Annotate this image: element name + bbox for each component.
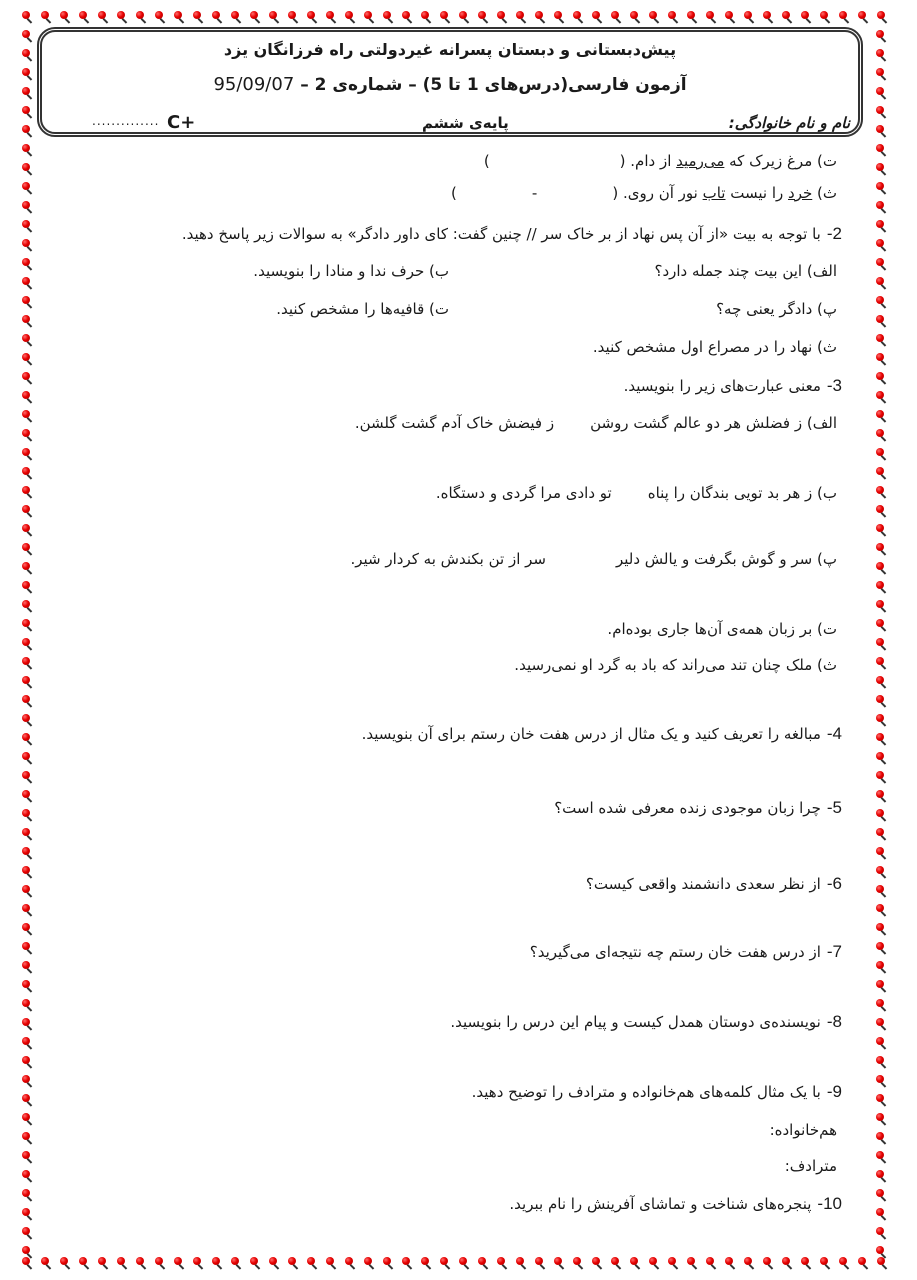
pushpin-icon bbox=[250, 11, 260, 25]
question-6 bbox=[586, 874, 842, 894]
pushpin-icon bbox=[876, 467, 886, 481]
pushpin-icon bbox=[22, 714, 32, 728]
grade-label: پایه‌ی ششم bbox=[422, 114, 509, 132]
pushpin-icon bbox=[22, 828, 32, 842]
pushpin-icon bbox=[98, 1257, 108, 1271]
pushpin-icon bbox=[174, 1257, 184, 1271]
pushpin-icon bbox=[22, 600, 32, 614]
pushpin-icon bbox=[212, 1257, 222, 1271]
pushpin-icon bbox=[22, 1170, 32, 1184]
pushpin-icon bbox=[876, 923, 886, 937]
pushpin-icon bbox=[22, 1113, 32, 1127]
q2-text: با توجه به بیت «از آن پس نهاد از بر خاک سر // چنین گفت: کای داور دادگر» به سوالات زیر پاسخ دهید. bbox=[181, 225, 821, 243]
pushpin-icon bbox=[876, 30, 886, 44]
pushpin-icon bbox=[876, 372, 886, 386]
pushpin-icon bbox=[516, 11, 526, 25]
pushpin-icon bbox=[22, 87, 32, 101]
pushpin-icon bbox=[22, 1189, 32, 1203]
pushpin-icon bbox=[22, 239, 32, 253]
q2-number: 2- bbox=[826, 224, 842, 243]
q1-te-text: ت) مرغ زیرک که bbox=[724, 152, 837, 170]
pushpin-icon bbox=[22, 277, 32, 291]
pushpin-icon bbox=[876, 1227, 886, 1241]
pushpin-icon bbox=[288, 1257, 298, 1271]
exam-title bbox=[42, 74, 858, 95]
q1-se-u1: خرد bbox=[788, 184, 813, 202]
pushpin-icon bbox=[22, 733, 32, 747]
pushpin-icon bbox=[877, 1257, 887, 1271]
pushpin-icon bbox=[876, 1037, 886, 1051]
pushpin-icon bbox=[876, 1113, 886, 1127]
pushpin-icon bbox=[22, 1132, 32, 1146]
pushpin-icon bbox=[22, 467, 32, 481]
pushpin-icon bbox=[22, 296, 32, 310]
pushpin-icon bbox=[326, 11, 336, 25]
q9-synonym-label: مترادف: bbox=[784, 1157, 837, 1175]
pushpin-icon bbox=[22, 1151, 32, 1165]
pushpin-icon bbox=[630, 1257, 640, 1271]
q1-se-dash: - bbox=[531, 184, 538, 202]
pushpin-icon bbox=[22, 49, 32, 63]
pushpin-icon bbox=[876, 429, 886, 443]
pushpin-icon bbox=[22, 657, 32, 671]
pushpin-icon bbox=[876, 619, 886, 633]
pushpin-icon bbox=[22, 619, 32, 633]
pushpin-icon bbox=[22, 562, 32, 576]
q1-se-suffix: نور آن روی. ( bbox=[612, 184, 703, 202]
q3-pe bbox=[350, 550, 837, 568]
q8-number: 8- bbox=[826, 1012, 842, 1031]
q1-te-underlined: می‌رمید bbox=[676, 152, 725, 170]
pushpin-icon bbox=[22, 163, 32, 177]
q1-se-mid: را نیست bbox=[725, 184, 789, 202]
pushpin-icon bbox=[41, 1257, 51, 1271]
q9-number: 9- bbox=[826, 1082, 842, 1101]
pushpin-icon bbox=[117, 11, 127, 25]
pushpin-icon bbox=[136, 11, 146, 25]
pushpin-icon bbox=[876, 391, 886, 405]
pushpin-icon bbox=[876, 809, 886, 823]
pushpin-icon bbox=[22, 904, 32, 918]
pushpin-icon bbox=[421, 1257, 431, 1271]
pushpin-icon bbox=[60, 1257, 70, 1271]
pushpin-icon bbox=[876, 239, 886, 253]
pushpin-icon bbox=[687, 1257, 697, 1271]
pushpin-icon bbox=[402, 11, 412, 25]
pushpin-icon bbox=[22, 1246, 32, 1260]
pushpin-icon bbox=[117, 1257, 127, 1271]
pushpin-icon bbox=[876, 1189, 886, 1203]
pushpin-icon bbox=[630, 11, 640, 25]
pushpin-icon bbox=[22, 1018, 32, 1032]
q1-se-close: ) bbox=[451, 184, 457, 202]
pushpin-icon bbox=[22, 410, 32, 424]
pushpin-icon bbox=[876, 1132, 886, 1146]
pushpin-icon bbox=[876, 144, 886, 158]
pushpin-icon bbox=[516, 1257, 526, 1271]
pushpin-icon bbox=[668, 11, 678, 25]
pushpin-icon bbox=[592, 1257, 602, 1271]
pushpin-icon bbox=[41, 11, 51, 25]
pushpin-icon bbox=[782, 11, 792, 25]
pushpin-icon bbox=[763, 11, 773, 25]
pushpin-icon bbox=[858, 1257, 868, 1271]
pushpin-icon bbox=[22, 885, 32, 899]
pushpin-icon bbox=[22, 429, 32, 443]
question-10 bbox=[509, 1194, 842, 1214]
pushpin-icon bbox=[876, 258, 886, 272]
question-9 bbox=[472, 1082, 842, 1102]
q4-text: مبالغه را تعریف کنید و یک مثال از درس هفت خان رستم برای آن بنویسید. bbox=[361, 725, 821, 743]
pushpin-icon bbox=[820, 11, 830, 25]
pushpin-icon bbox=[876, 68, 886, 82]
pushpin-icon bbox=[554, 11, 564, 25]
pushpin-icon bbox=[250, 1257, 260, 1271]
pushpin-icon bbox=[782, 1257, 792, 1271]
pushpin-icon bbox=[326, 1257, 336, 1271]
pushpin-icon bbox=[876, 524, 886, 538]
pushpin-icon bbox=[876, 1170, 886, 1184]
pushpin-icon bbox=[876, 1246, 886, 1260]
pushpin-icon bbox=[136, 1257, 146, 1271]
pushpin-icon bbox=[22, 106, 32, 120]
pushpin-icon bbox=[801, 11, 811, 25]
pushpin-icon bbox=[22, 1094, 32, 1108]
pushpin-icon bbox=[22, 372, 32, 386]
pushpin-icon bbox=[876, 562, 886, 576]
pushpin-icon bbox=[22, 201, 32, 215]
pushpin-icon bbox=[269, 1257, 279, 1271]
pushpin-icon bbox=[876, 733, 886, 747]
pushpin-icon bbox=[592, 11, 602, 25]
pushpin-icon bbox=[231, 11, 241, 25]
pushpin-icon bbox=[22, 809, 32, 823]
q6-text: از نظر سعدی دانشمند واقعی کیست؟ bbox=[585, 875, 821, 893]
pushpin-icon bbox=[554, 1257, 564, 1271]
pushpin-icon bbox=[22, 923, 32, 937]
q5-number: 5- bbox=[826, 798, 842, 817]
pushpin-icon bbox=[22, 11, 32, 25]
pushpin-icon bbox=[22, 695, 32, 709]
q10-text: پنجره‌های شناخت و تماشای آفرینش را نام ببرید. bbox=[509, 1195, 812, 1213]
q3-be-hemistich-2: تو دادی مرا گردی و دستگاه. bbox=[435, 484, 612, 502]
pushpin-icon bbox=[876, 448, 886, 462]
pushpin-icon bbox=[22, 942, 32, 956]
pushpin-icon bbox=[876, 1018, 886, 1032]
pushpin-icon bbox=[459, 1257, 469, 1271]
pushpin-icon bbox=[383, 1257, 393, 1271]
pushpin-icon bbox=[725, 1257, 735, 1271]
q9-text: با یک مثال کلمه‌های هم‌خانواده و مترادف را توضیح دهید. bbox=[471, 1083, 821, 1101]
pushpin-icon bbox=[876, 296, 886, 310]
pushpin-icon bbox=[22, 771, 32, 785]
pushpin-icon bbox=[876, 695, 886, 709]
pushpin-icon bbox=[876, 1075, 886, 1089]
pushpin-icon bbox=[155, 11, 165, 25]
pushpin-icon bbox=[60, 11, 70, 25]
name-label: نام و نام خانوادگی: bbox=[728, 114, 850, 132]
pushpin-icon bbox=[155, 1257, 165, 1271]
exam-title-text: آزمون فارسی(درس‌های 1 تا 5) – شماره‌ی 2 – bbox=[300, 75, 687, 95]
pushpin-icon bbox=[364, 1257, 374, 1271]
pushpin-icon bbox=[459, 11, 469, 25]
pushpin-icon bbox=[876, 125, 886, 139]
pushpin-icon bbox=[22, 353, 32, 367]
pushpin-icon bbox=[22, 1257, 32, 1271]
q3-alef-hemistich-1: الف) ز فضلش هر دو عالم گشت روشن bbox=[590, 414, 837, 432]
pushpin-icon bbox=[876, 942, 886, 956]
pushpin-icon bbox=[22, 847, 32, 861]
pushpin-icon bbox=[22, 448, 32, 462]
pushpin-icon bbox=[876, 904, 886, 918]
pushpin-icon bbox=[22, 486, 32, 500]
pushpin-icon bbox=[307, 11, 317, 25]
pushpin-icon bbox=[876, 106, 886, 120]
q10-number: 10- bbox=[817, 1194, 842, 1213]
pushpin-icon bbox=[497, 11, 507, 25]
pushpin-icon bbox=[611, 1257, 621, 1271]
q1-se-prefix: ث) bbox=[812, 184, 837, 202]
pushpin-icon bbox=[22, 334, 32, 348]
q2-alef: الف) این بیت چند جمله دارد؟ bbox=[654, 262, 837, 280]
pushpin-icon bbox=[839, 11, 849, 25]
pushpin-icon bbox=[876, 1094, 886, 1108]
pushpin-icon bbox=[22, 1056, 32, 1070]
pushpin-icon bbox=[876, 657, 886, 671]
pushpin-icon bbox=[876, 999, 886, 1013]
pushpin-icon bbox=[876, 486, 886, 500]
exam-date: 95/09/07 bbox=[213, 74, 295, 95]
pushpin-icon bbox=[876, 1208, 886, 1222]
pushpin-icon bbox=[421, 11, 431, 25]
q3-alef-hemistich-2: ز فیضش خاک آدم گشت گلشن. bbox=[354, 414, 555, 432]
exam-header bbox=[37, 27, 863, 137]
pushpin-icon bbox=[877, 11, 887, 25]
pushpin-icon bbox=[876, 581, 886, 595]
pushpin-icon bbox=[193, 11, 203, 25]
question-5 bbox=[554, 798, 842, 818]
question-8 bbox=[450, 1012, 842, 1032]
q3-be bbox=[436, 484, 837, 502]
pushpin-icon bbox=[876, 1056, 886, 1070]
pushpin-icon bbox=[22, 1075, 32, 1089]
pushpin-icon bbox=[22, 961, 32, 975]
pushpin-icon bbox=[876, 866, 886, 880]
q3-alef bbox=[355, 414, 837, 432]
pushpin-icon bbox=[649, 1257, 659, 1271]
pushpin-icon bbox=[22, 866, 32, 880]
pushpin-icon bbox=[649, 11, 659, 25]
pushpin-icon bbox=[876, 1151, 886, 1165]
pushpin-icon bbox=[22, 524, 32, 538]
pushpin-icon bbox=[22, 638, 32, 652]
q3-text: معنی عبارت‌های زیر را بنویسید. bbox=[623, 377, 821, 395]
pushpin-icon bbox=[22, 980, 32, 994]
pushpin-icon bbox=[79, 11, 89, 25]
q3-te: ت) بر زبان همه‌ی آن‌ها جاری بوده‌ام. bbox=[607, 620, 837, 638]
pushpin-icon bbox=[876, 163, 886, 177]
q1-te-suffix: از دام. ( bbox=[619, 152, 677, 170]
pushpin-icon bbox=[22, 505, 32, 519]
question-2 bbox=[182, 224, 842, 244]
pushpin-icon bbox=[22, 999, 32, 1013]
q2-pe: پ) دادگر یعنی چه؟ bbox=[716, 300, 837, 318]
pushpin-icon bbox=[79, 1257, 89, 1271]
question-4 bbox=[362, 724, 842, 744]
pushpin-icon bbox=[573, 11, 583, 25]
pushpin-icon bbox=[876, 220, 886, 234]
pushpin-icon bbox=[497, 1257, 507, 1271]
pushpin-icon bbox=[876, 201, 886, 215]
pushpin-icon bbox=[212, 11, 222, 25]
pushpin-icon bbox=[345, 11, 355, 25]
pushpin-icon bbox=[876, 790, 886, 804]
q3-pe-hemistich-1: پ) سر و گوش بگرفت و یالش دلیر bbox=[615, 550, 837, 568]
student-info-row bbox=[42, 114, 858, 136]
q7-text: از درس هفت خان رستم چه نتیجه‌ای می‌گیرید؟ bbox=[529, 943, 821, 961]
pushpin-icon bbox=[383, 11, 393, 25]
q8-text: نویسنده‌ی دوستان همدل کیست و پیام این درس را بنویسید. bbox=[450, 1013, 821, 1031]
pushpin-icon bbox=[345, 1257, 355, 1271]
q2-se: ث) نهاد را در مصراع اول مشخص کنید. bbox=[592, 338, 837, 356]
pushpin-icon bbox=[22, 676, 32, 690]
q1-se-u2: تاب bbox=[702, 184, 726, 202]
pushpin-icon bbox=[231, 1257, 241, 1271]
pushpin-icon bbox=[535, 11, 545, 25]
pushpin-icon bbox=[22, 790, 32, 804]
pushpin-icon bbox=[706, 1257, 716, 1271]
pushpin-icon bbox=[876, 277, 886, 291]
pushpin-icon bbox=[478, 1257, 488, 1271]
q3-pe-hemistich-2: سر از تن بکندش به کردار شیر. bbox=[350, 550, 546, 568]
pushpin-icon bbox=[763, 1257, 773, 1271]
pushpin-icon bbox=[440, 11, 450, 25]
pushpin-icon bbox=[876, 182, 886, 196]
pushpin-icon bbox=[876, 885, 886, 899]
q3-se: ث) ملک چنان تند می‌راند که باد به گرد او نمی‌رسید. bbox=[514, 656, 837, 674]
pushpin-icon bbox=[22, 752, 32, 766]
pushpin-icon bbox=[876, 638, 886, 652]
pushpin-icon bbox=[668, 1257, 678, 1271]
pushpin-icon bbox=[706, 11, 716, 25]
pushpin-icon bbox=[22, 125, 32, 139]
pushpin-icon bbox=[876, 980, 886, 994]
pushpin-icon bbox=[440, 1257, 450, 1271]
pushpin-icon bbox=[307, 1257, 317, 1271]
pushpin-icon bbox=[288, 11, 298, 25]
score-blank: .............. bbox=[92, 114, 160, 128]
q1-te-close: ) bbox=[483, 152, 490, 170]
pushpin-icon bbox=[22, 1227, 32, 1241]
question-7 bbox=[530, 942, 842, 962]
pushpin-icon bbox=[402, 1257, 412, 1271]
school-name: پیش‌دبستانی و دبستان پسرانه غیردولتی راه فرزانگان یزد bbox=[223, 40, 677, 59]
pushpin-icon bbox=[876, 315, 886, 329]
question-3 bbox=[624, 376, 842, 396]
pushpin-icon bbox=[876, 87, 886, 101]
q5-text: چرا زبان موجودی زنده معرفی شده است؟ bbox=[554, 799, 821, 817]
pushpin-icon bbox=[22, 543, 32, 557]
pushpin-icon bbox=[98, 11, 108, 25]
pushpin-icon bbox=[535, 1257, 545, 1271]
pushpin-icon bbox=[876, 961, 886, 975]
pushpin-icon bbox=[22, 1037, 32, 1051]
pushpin-icon bbox=[876, 543, 886, 557]
pushpin-icon bbox=[876, 600, 886, 614]
q1-se bbox=[451, 184, 837, 202]
q3-be-hemistich-1: ب) ز هر بد تویی بندگان را پناه bbox=[647, 484, 837, 502]
score-mark: C+ bbox=[167, 112, 196, 133]
pushpin-icon bbox=[876, 49, 886, 63]
q7-number: 7- bbox=[826, 942, 842, 961]
pushpin-icon bbox=[22, 144, 32, 158]
pushpin-icon bbox=[22, 258, 32, 272]
pushpin-icon bbox=[22, 315, 32, 329]
pushpin-icon bbox=[478, 11, 488, 25]
pushpin-icon bbox=[22, 391, 32, 405]
pushpin-icon bbox=[876, 847, 886, 861]
pushpin-icon bbox=[876, 410, 886, 424]
pushpin-icon bbox=[876, 828, 886, 842]
q1-te bbox=[484, 152, 837, 170]
pushpin-icon bbox=[725, 11, 735, 25]
pushpin-icon bbox=[744, 11, 754, 25]
pushpin-icon bbox=[839, 1257, 849, 1271]
pushpin-icon bbox=[744, 1257, 754, 1271]
pushpin-icon bbox=[876, 334, 886, 348]
pushpin-icon bbox=[174, 11, 184, 25]
pushpin-icon bbox=[876, 714, 886, 728]
pushpin-icon bbox=[364, 11, 374, 25]
pushpin-icon bbox=[22, 220, 32, 234]
pushpin-icon bbox=[801, 1257, 811, 1271]
q6-number: 6- bbox=[826, 874, 842, 893]
pushpin-icon bbox=[193, 1257, 203, 1271]
pushpin-icon bbox=[22, 581, 32, 595]
pushpin-icon bbox=[611, 11, 621, 25]
pushpin-icon bbox=[22, 182, 32, 196]
pushpin-icon bbox=[269, 11, 279, 25]
q2-te: ت) قافیه‌ها را مشخص کنید. bbox=[276, 300, 449, 318]
pushpin-icon bbox=[22, 68, 32, 82]
pushpin-icon bbox=[687, 11, 697, 25]
pushpin-icon bbox=[573, 1257, 583, 1271]
pushpin-icon bbox=[876, 752, 886, 766]
pushpin-icon bbox=[876, 771, 886, 785]
q3-number: 3- bbox=[826, 376, 842, 395]
q2-be: ب) حرف ندا و منادا را بنویسید. bbox=[253, 262, 449, 280]
pushpin-icon bbox=[876, 505, 886, 519]
pushpin-icon bbox=[858, 11, 868, 25]
pushpin-icon bbox=[22, 30, 32, 44]
pushpin-icon bbox=[876, 676, 886, 690]
q4-number: 4- bbox=[826, 724, 842, 743]
pushpin-icon bbox=[22, 1208, 32, 1222]
pushpin-icon bbox=[820, 1257, 830, 1271]
pushpin-icon bbox=[876, 353, 886, 367]
q9-family-label: هم‌خانواده: bbox=[769, 1121, 837, 1139]
